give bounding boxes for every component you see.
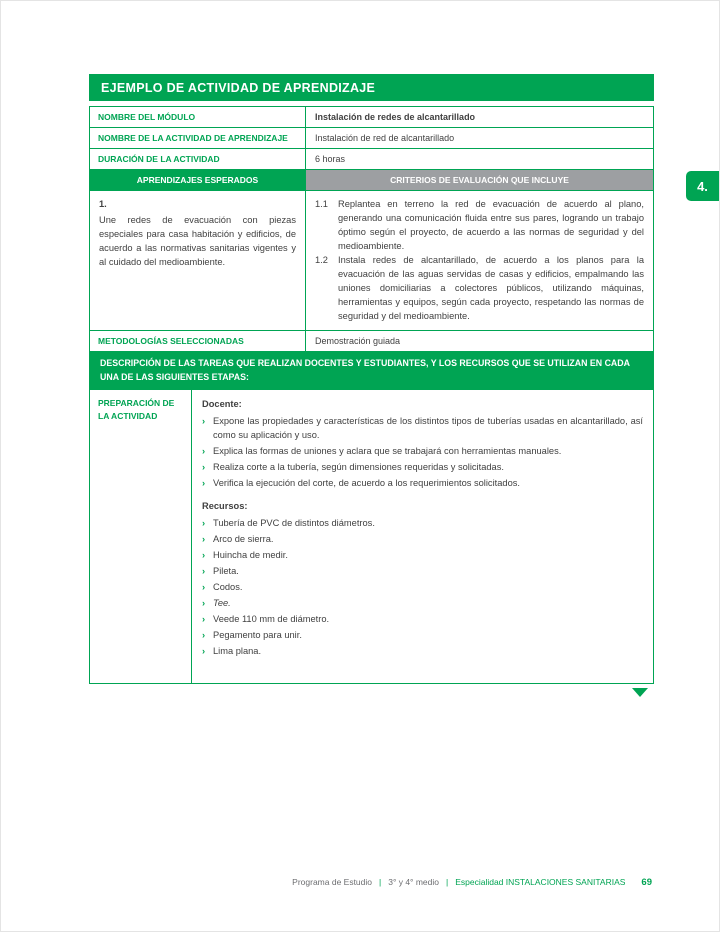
- criterio-number: 1.2: [315, 254, 328, 265]
- continuation-indicator: [89, 684, 654, 697]
- chevron-bullet-icon: ›: [202, 629, 206, 640]
- list-item: › Expone las propiedades y características de los distintos tipos de tuberías usadas en alcantarillado, así como su aplicación y uso.: [202, 415, 643, 443]
- table-row-duracion: [90, 149, 653, 170]
- chevron-bullet-icon: ›: [202, 518, 206, 529]
- preparacion-label: PREPARACIÓN DE LA ACTIVIDAD: [90, 390, 192, 683]
- list-item: › Lima plana.: [202, 645, 643, 659]
- chevron-bullet-icon: ›: [202, 445, 206, 456]
- chevron-bullet-icon: ›: [202, 598, 206, 609]
- table-row-actividad: [90, 128, 653, 149]
- row-label: NOMBRE DE LA ACTIVIDAD DE APRENDIZAJE: [90, 128, 306, 148]
- chevron-bullet-icon: ›: [202, 645, 206, 656]
- docente-heading: Docente:: [202, 398, 242, 409]
- section-tab-label: 4.: [697, 178, 708, 194]
- list-item: › Tee.: [202, 597, 643, 611]
- criterio-text: Replantea en terreno la red de evacuación de acuerdo al plano, generando una comunicación fluida entre sus pares, logrando un trabajo óptimo según el proyecto, de acuerdo a las normas de seguridad y del medioambiente.: [338, 199, 644, 251]
- chevron-bullet-icon: ›: [202, 550, 206, 561]
- criterio-number: 1.1: [315, 199, 328, 209]
- list-item: › Huincha de medir.: [202, 549, 643, 563]
- descripcion-tareas-bar: DESCRIPCIÓN DE LAS TAREAS QUE REALIZAN DOCENTES Y ESTUDIANTES, Y LOS RECURSOS QUE SE UTILIZAN EN CADA UNA DE LAS SIGUIENTES ETAPAS:: [90, 352, 653, 389]
- list-item: › Arco de sierra.: [202, 533, 643, 547]
- row-value: Instalación de red de alcantarillado: [315, 133, 455, 143]
- row-value: Demostración guiada: [315, 336, 401, 347]
- recursos-list: [202, 517, 643, 658]
- aprendizaje-cell: [90, 191, 306, 330]
- page-number: 69: [641, 877, 652, 888]
- row-label: METODOLOGÍAS SELECCIONADAS: [90, 331, 306, 351]
- chevron-bullet-icon: ›: [202, 582, 206, 593]
- criterio-item: [315, 254, 644, 324]
- list-item: › Codos.: [202, 581, 643, 595]
- activity-table: [89, 106, 654, 684]
- docente-list: [202, 415, 643, 491]
- header-criterios: CRITERIOS DE EVALUACIÓN QUE INCLUYE: [306, 170, 653, 190]
- table-row-metodologias: [90, 331, 653, 352]
- recursos-heading: Recursos:: [202, 501, 248, 512]
- row-value: 6 horas: [315, 154, 346, 164]
- list-item: › Veede 110 mm de diámetro.: [202, 613, 643, 627]
- activity-title-bar: EJEMPLO DE ACTIVIDAD DE APRENDIZAJE: [89, 74, 654, 101]
- preparacion-row: [90, 390, 653, 683]
- list-item: › Pileta.: [202, 565, 643, 579]
- footer-program: Programa de Estudio: [292, 877, 373, 887]
- chevron-bullet-icon: ›: [202, 477, 206, 488]
- section-tab: [686, 171, 719, 201]
- list-item: › Explica las formas de uniones y aclara que se trabajará con herramientas manuales.: [202, 445, 643, 459]
- list-item: › Pegamento para unir.: [202, 629, 643, 643]
- aprendizaje-number: 1.: [99, 199, 107, 209]
- footer-grade: 3° y 4° medio: [388, 877, 439, 887]
- page-footer: [89, 877, 652, 888]
- list-item: › Realiza corte a la tubería, según dimensiones requeridas y solicitadas.: [202, 461, 643, 475]
- page-content: [89, 74, 654, 697]
- header-aprendizajes: APRENDIZAJES ESPERADOS: [90, 170, 306, 190]
- aprendizaje-text: Une redes de evacuación con piezas especiales para casa habitación y edificios, de acuerdo a las normativas sanitarias vigentes y al cuidado del medioambiente.: [99, 214, 296, 267]
- footer-separator: |: [445, 877, 449, 887]
- chevron-bullet-icon: ›: [202, 415, 206, 426]
- table-row-modulo: [90, 107, 653, 128]
- column-headers-row: [90, 170, 653, 191]
- row-label: DURACIÓN DE LA ACTIVIDAD: [90, 149, 306, 169]
- aprendizajes-criterios-row: [90, 191, 653, 331]
- criterio-item: [315, 198, 644, 254]
- chevron-bullet-icon: ›: [202, 614, 206, 624]
- footer-separator: |: [379, 877, 382, 887]
- criterios-cell: [306, 191, 653, 330]
- chevron-bullet-icon: ›: [202, 461, 206, 472]
- continuation-arrow-icon: [632, 688, 648, 697]
- list-item: › Tubería de PVC de distintos diámetros.: [202, 517, 643, 531]
- row-label: NOMBRE DEL MÓDULO: [90, 107, 306, 127]
- chevron-bullet-icon: ›: [202, 534, 206, 545]
- list-item: › Verifica la ejecución del corte, de acuerdo a los requerimientos solicitados.: [202, 477, 643, 491]
- row-value: Instalación de redes de alcantarillado: [315, 112, 476, 122]
- footer-specialty: Especialidad INSTALACIONES SANITARIAS: [455, 877, 626, 887]
- preparacion-content: [192, 390, 653, 683]
- chevron-bullet-icon: ›: [202, 566, 206, 577]
- criterio-text: Instala redes de alcantarillado, de acuerdo a los planos para la evacuación de las aguas servidas de casas y edificios, empalmando las uniones domiciliarias a colectores públicos, utilizando máquinas, herramientas y equipos, según cada proyecto, respetando las normas de seguridad y del medioambiente.: [338, 254, 644, 321]
